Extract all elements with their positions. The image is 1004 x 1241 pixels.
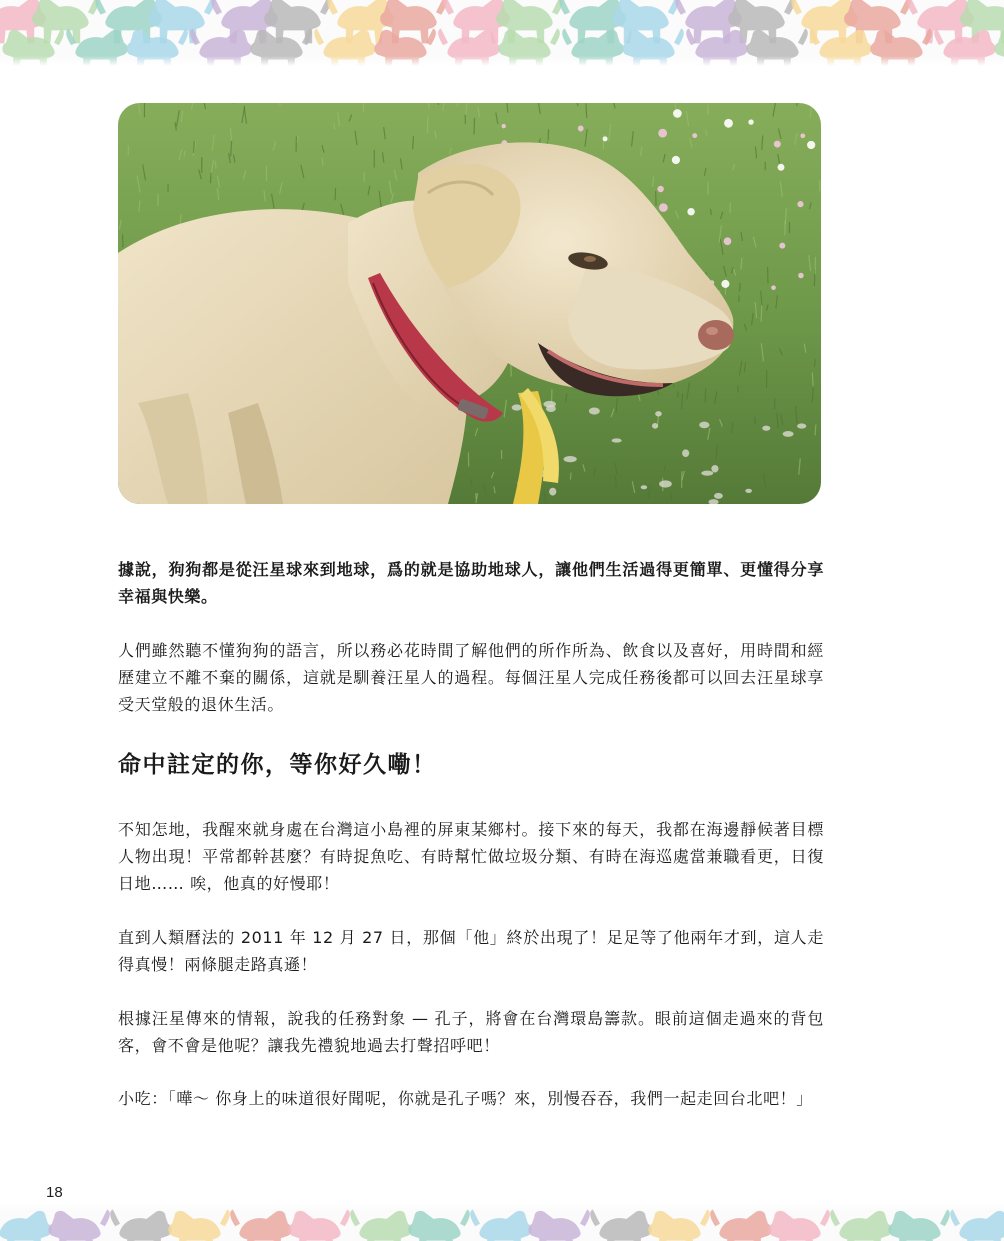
page-number: 18: [46, 1184, 63, 1201]
dog-photo-illustration: [118, 103, 821, 504]
section-heading: 命中註定的你，等你好久嘞！: [118, 752, 437, 778]
body-paragraph: 直到人類曆法的 2011 年 12 月 27 日，那個「他」終於出現了！足足等了他兩年才到，這人走得真慢！兩條腿走路真遜！: [118, 928, 824, 974]
body-paragraph: 不知怎地，我醒來就身處在台灣這小島裡的屏東某鄉村。接下來的每天，我都在海邊靜候著目標人物出現！平常都幹甚麼？有時捉魚吃、有時幫忙做垃圾分類、有時在海巡處當兼職看更，日復日地…… 唉，他真的好慢耶！: [118, 820, 824, 893]
body-paragraph: 根據汪星傳來的情報，說我的任務對象 — 孔子，將會在台灣環島籌款。眼前這個走過來的背包客，會不會是他呢？讓我先禮貌地過去打聲招呼吧！: [118, 1009, 824, 1055]
body-paragraph: 小吃：「嘩～ 你身上的味道很好聞呢，你就是孔子嗎？來，別慢吞吞，我們一起走回台北吧！」: [118, 1089, 813, 1108]
dog-pattern-icon: [0, 1203, 1004, 1241]
body-paragraph: 人們雖然聽不懂狗狗的語言，所以務必花時間了解他們的所作所為、飲食以及喜好，用時間和經歷建立不離不棄的關係，這就是馴養汪星人的過程。每個汪星人完成任務後都可以回去汪星球享受天堂般的退休生活。: [118, 641, 824, 714]
dog-pattern-icon: [0, 0, 1004, 66]
footer-pattern: [0, 1203, 1004, 1241]
lead-paragraph: 據說，狗狗都是從汪星球來到地球，爲的就是協助地球人，讓他們生活過得更簡單、更懂得分享幸福與快樂。: [118, 560, 824, 606]
header-pattern: [0, 0, 1004, 66]
dog-photo: [118, 103, 821, 504]
